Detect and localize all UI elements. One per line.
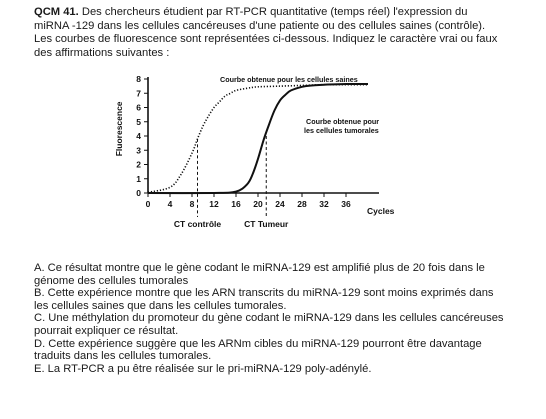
x-tick-label: 4 (167, 199, 173, 209)
answers-list (34, 262, 504, 375)
x-tick-label: 20 (253, 199, 263, 209)
y-tick-label: 6 (136, 102, 141, 113)
answer-b: B. Cette expérience montre que les ARN transcrits du miRNA-129 sont moins exprimés dans les cellules saines que dans les cellules tumorales. (34, 287, 494, 312)
y-tick-label: 4 (136, 131, 141, 141)
chart-axes (136, 74, 379, 209)
tumor-cells-curve (148, 84, 368, 193)
answer-d: D. Cette expérience suggère que les ARNm cibles du miRNA-129 pourront être davantage traduits dans les cellules tumorales. (34, 337, 482, 363)
answer-e: E. La RT-PCR a pu être réalisée sur le pri-miRNA-129 poly-adénylé. (34, 362, 372, 375)
x-tick-label: 16 (231, 199, 241, 209)
x-tick-label: 24 (275, 199, 285, 209)
y-axis-label: Fluorescence (114, 101, 124, 157)
chart-curves (145, 84, 368, 217)
x-tick-label: 0 (145, 199, 151, 209)
x-tick-label: 12 (209, 199, 219, 209)
y-tick-label: 8 (136, 74, 141, 84)
y-tick-label: 7 (136, 88, 141, 99)
tumor-curve-label-line1: Courbe obtenue pour (306, 117, 380, 126)
x-tick-label: 32 (319, 199, 329, 209)
ct-control-label: CT contrôle (173, 219, 222, 229)
x-tick-label: 8 (189, 199, 195, 209)
question-number: QCM 41. (34, 6, 79, 18)
y-tick-label: 2 (136, 159, 141, 170)
answer-a: A. Ce résultat montre que le gène codant le miRNA-129 est amplifié plus de 20 fois dans le génome des cellules tumorales (34, 262, 485, 287)
healthy-curve-label: Courbe obtenue pour les cellules saines (220, 75, 358, 84)
answer-c: C. Une méthylation du promoteur du gène codant le miRNA-129 dans les cellules cancéreuses pourrait expliquer ce résultat. (34, 312, 504, 337)
x-axis-label: Cycles (367, 206, 395, 216)
y-tick-label: 1 (136, 173, 141, 184)
ct-tumor-label: CT Tumeur (244, 219, 289, 229)
y-tick-label: 0 (136, 188, 141, 198)
x-tick-label: 36 (341, 199, 351, 209)
healthy-cells-curve (148, 85, 368, 193)
y-tick-label: 5 (136, 116, 141, 127)
question-text: Des chercheurs étudient par RT-PCR quantitative (temps réel) l'expression du miRNA -129 dans les cellules cancéreuses d'une patiente ou des cellules saines (contrôle). Les courbes de fluorescence sont représentées ci-dessous. Indiquez le caractère vrai ou faux des affirmations suivantes : (34, 6, 498, 59)
x-tick-label: 28 (297, 199, 307, 209)
y-tick-label: 3 (136, 145, 141, 156)
tumor-curve-label-line2: les cellules tumorales (304, 126, 379, 135)
